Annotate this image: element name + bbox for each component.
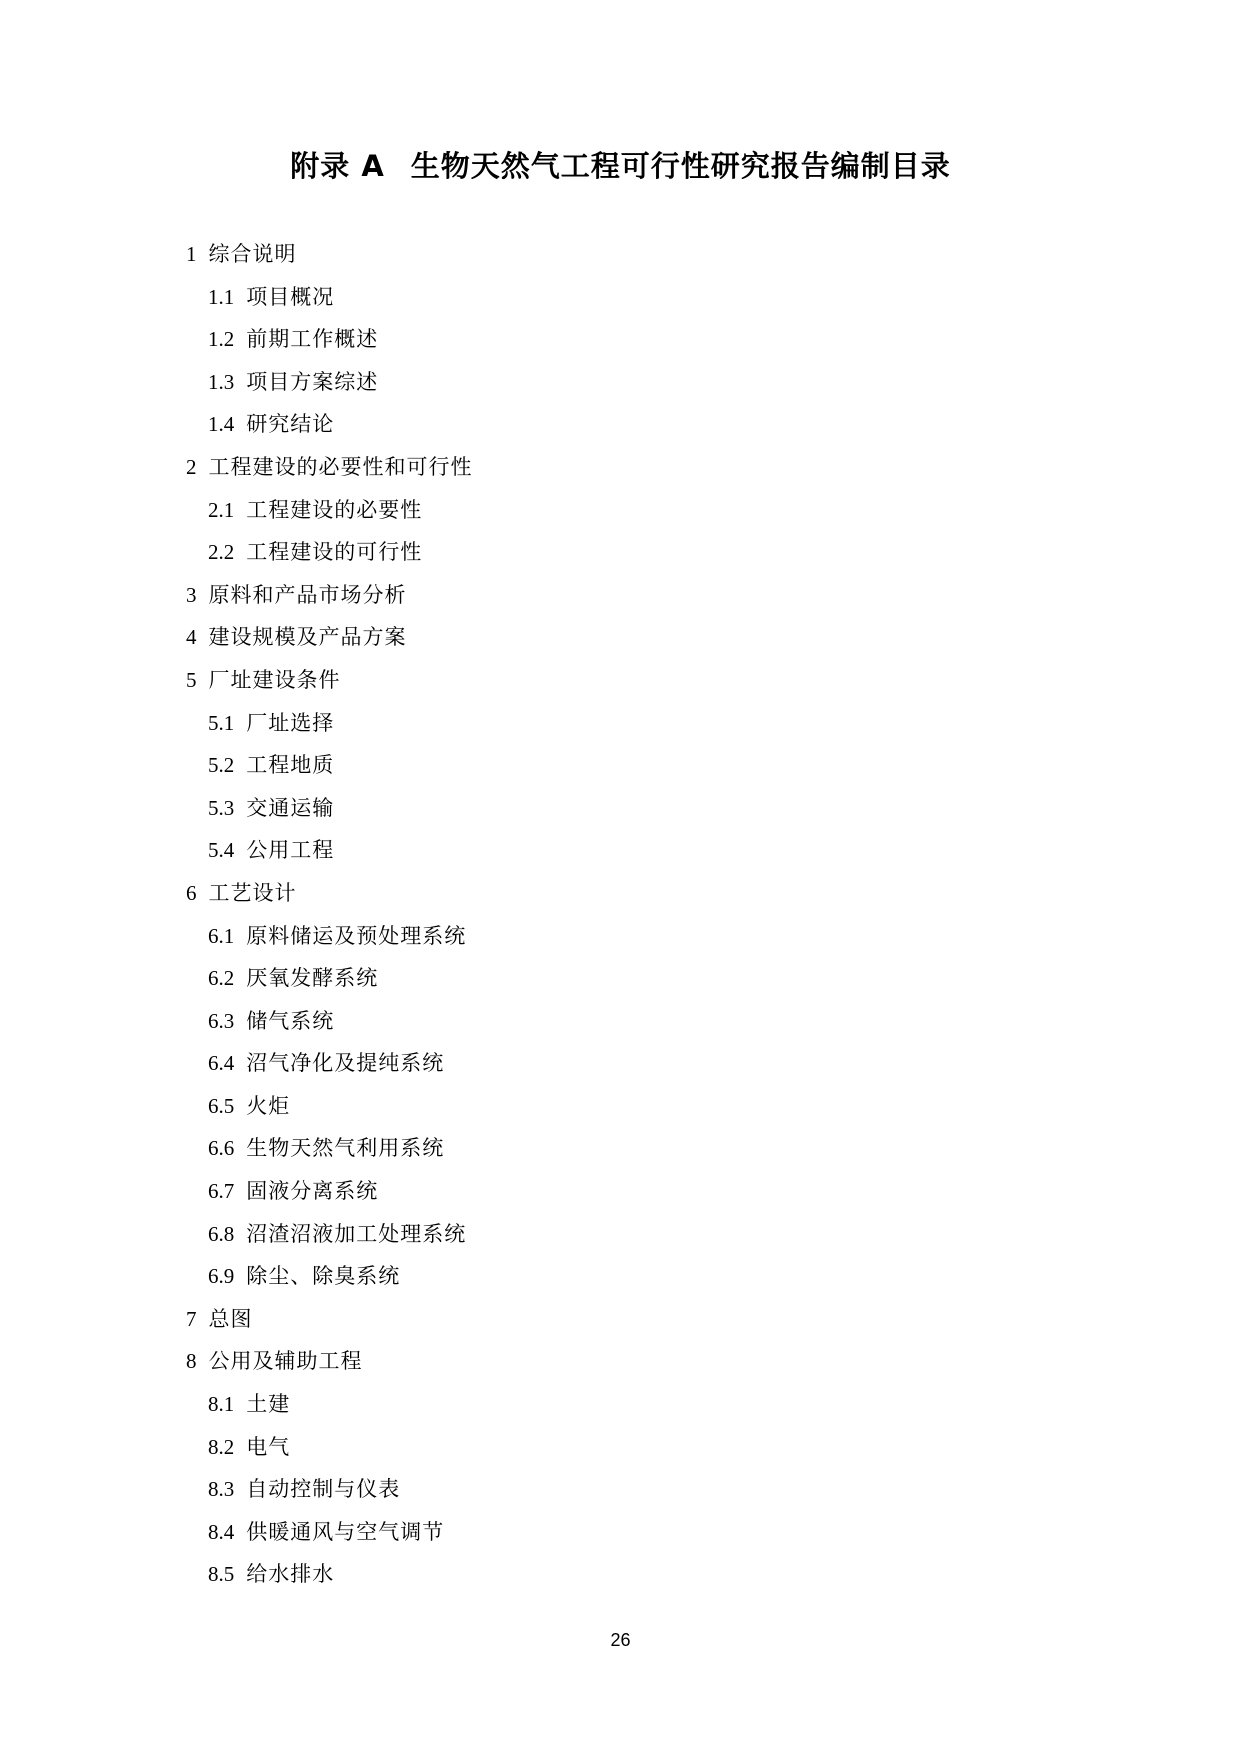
toc-entry-title: 厂址建设条件	[208, 667, 341, 692]
toc-entry-title: 工程建设的必要性和可行性	[208, 454, 473, 479]
toc-entry-number: 1.3	[208, 369, 235, 394]
toc-entry	[186, 238, 1086, 281]
toc-entry-number: 8.4	[208, 1519, 235, 1544]
toc-entry-title: 土建	[246, 1392, 291, 1417]
toc-entry-number: 6.3	[208, 1008, 235, 1033]
toc-entry-number: 8	[186, 1349, 197, 1374]
toc-entry-title: 原料和产品市场分析	[208, 582, 407, 607]
toc-entry	[186, 451, 1086, 494]
table-of-contents	[186, 238, 1086, 1601]
toc-entry	[186, 1005, 1086, 1048]
appendix-label: 附录 A	[290, 149, 385, 183]
toc-entry	[186, 1473, 1086, 1516]
toc-entry-title: 火炬	[246, 1093, 291, 1118]
toc-entry-title: 工程建设的必要性	[246, 497, 423, 522]
toc-entry-title: 项目方案综述	[246, 369, 379, 394]
toc-entry-number: 6.5	[208, 1093, 235, 1118]
toc-entry-title: 原料储运及预处理系统	[246, 923, 467, 948]
toc-entry-number: 8.5	[208, 1562, 235, 1587]
title-text: 生物天然气工程可行性研究报告编制目录	[410, 149, 951, 183]
toc-entry	[186, 792, 1086, 835]
toc-entry	[186, 1516, 1086, 1559]
toc-entry	[186, 749, 1086, 792]
toc-entry	[186, 621, 1086, 664]
toc-entry-title: 沼渣沼液加工处理系统	[246, 1221, 467, 1246]
toc-entry	[186, 1558, 1086, 1601]
toc-entry-number: 8.1	[208, 1392, 235, 1417]
toc-entry-number: 5.1	[208, 710, 235, 735]
toc-entry-title: 厂址选择	[246, 710, 335, 735]
toc-entry-number: 1.4	[208, 412, 235, 437]
toc-entry-number: 6.4	[208, 1051, 235, 1076]
toc-entry-title: 生物天然气利用系统	[246, 1136, 445, 1161]
toc-entry	[186, 536, 1086, 579]
toc-entry-title: 除尘、除臭系统	[246, 1264, 401, 1289]
toc-entry-title: 公用及辅助工程	[208, 1349, 363, 1374]
toc-entry	[186, 579, 1086, 622]
toc-entry-title: 固液分离系统	[246, 1179, 379, 1204]
toc-entry-title: 总图	[208, 1306, 253, 1331]
toc-entry-number: 8.3	[208, 1477, 235, 1502]
toc-entry-number: 5.4	[208, 838, 235, 863]
toc-entry-number: 2.1	[208, 497, 235, 522]
toc-entry-number: 7	[186, 1306, 197, 1331]
toc-entry-title: 供暖通风与空气调节	[246, 1519, 445, 1544]
toc-entry-number: 5.2	[208, 753, 235, 778]
toc-entry	[186, 877, 1086, 920]
toc-entry-title: 建设规模及产品方案	[208, 625, 407, 650]
toc-entry-number: 5	[186, 667, 197, 692]
toc-entry	[186, 962, 1086, 1005]
toc-entry-number: 4	[186, 625, 197, 650]
toc-entry-number: 6.6	[208, 1136, 235, 1161]
toc-entry	[186, 1431, 1086, 1474]
toc-entry-title: 交通运输	[246, 795, 335, 820]
toc-entry	[186, 1218, 1086, 1261]
toc-entry-title: 综合说明	[208, 242, 297, 266]
toc-entry-number: 8.2	[208, 1434, 235, 1459]
toc-entry-title: 前期工作概述	[246, 327, 379, 352]
toc-entry	[186, 281, 1086, 324]
toc-entry	[186, 323, 1086, 366]
toc-entry	[186, 408, 1086, 451]
toc-entry-number: 1.2	[208, 327, 235, 352]
toc-entry-number: 2.2	[208, 540, 235, 565]
page-number: 26	[610, 1630, 631, 1650]
toc-entry-title: 研究结论	[246, 412, 335, 437]
toc-entry	[186, 1303, 1086, 1346]
toc-entry	[186, 1388, 1086, 1431]
toc-entry	[186, 834, 1086, 877]
toc-entry	[186, 494, 1086, 537]
toc-entry-title: 沼气净化及提纯系统	[246, 1051, 445, 1076]
toc-entry	[186, 1090, 1086, 1133]
toc-entry-title: 项目概况	[246, 284, 335, 309]
toc-entry-title: 给水排水	[246, 1562, 335, 1587]
toc-entry-number: 6.7	[208, 1179, 235, 1204]
toc-entry-title: 电气	[246, 1434, 291, 1459]
toc-entry-number: 2	[186, 454, 197, 479]
toc-entry-title: 工艺设计	[208, 880, 297, 905]
toc-entry-title: 公用工程	[246, 838, 335, 863]
toc-entry-title: 工程建设的可行性	[246, 540, 423, 565]
toc-entry-number: 5.3	[208, 795, 235, 820]
toc-entry-number: 6	[186, 880, 197, 905]
toc-entry	[186, 1047, 1086, 1090]
toc-entry	[186, 707, 1086, 750]
toc-entry-title: 储气系统	[246, 1008, 335, 1033]
toc-entry	[186, 366, 1086, 409]
toc-entry-number: 6.1	[208, 923, 235, 948]
toc-entry	[186, 920, 1086, 963]
toc-entry-number: 6.9	[208, 1264, 235, 1289]
toc-entry	[186, 1345, 1086, 1388]
page-title	[0, 146, 1241, 186]
toc-entry	[186, 1175, 1086, 1218]
toc-entry-number: 1.1	[208, 284, 235, 309]
toc-entry	[186, 1260, 1086, 1303]
toc-entry	[186, 1132, 1086, 1175]
toc-entry-number: 6.8	[208, 1221, 235, 1246]
toc-entry-title: 工程地质	[246, 753, 335, 778]
toc-entry-number: 6.2	[208, 966, 235, 991]
toc-entry-number: 3	[186, 582, 197, 607]
toc-entry-title: 厌氧发酵系统	[246, 966, 379, 991]
toc-entry-title: 自动控制与仪表	[246, 1477, 401, 1502]
toc-entry	[186, 664, 1086, 707]
toc-entry-number: 1	[186, 242, 197, 266]
